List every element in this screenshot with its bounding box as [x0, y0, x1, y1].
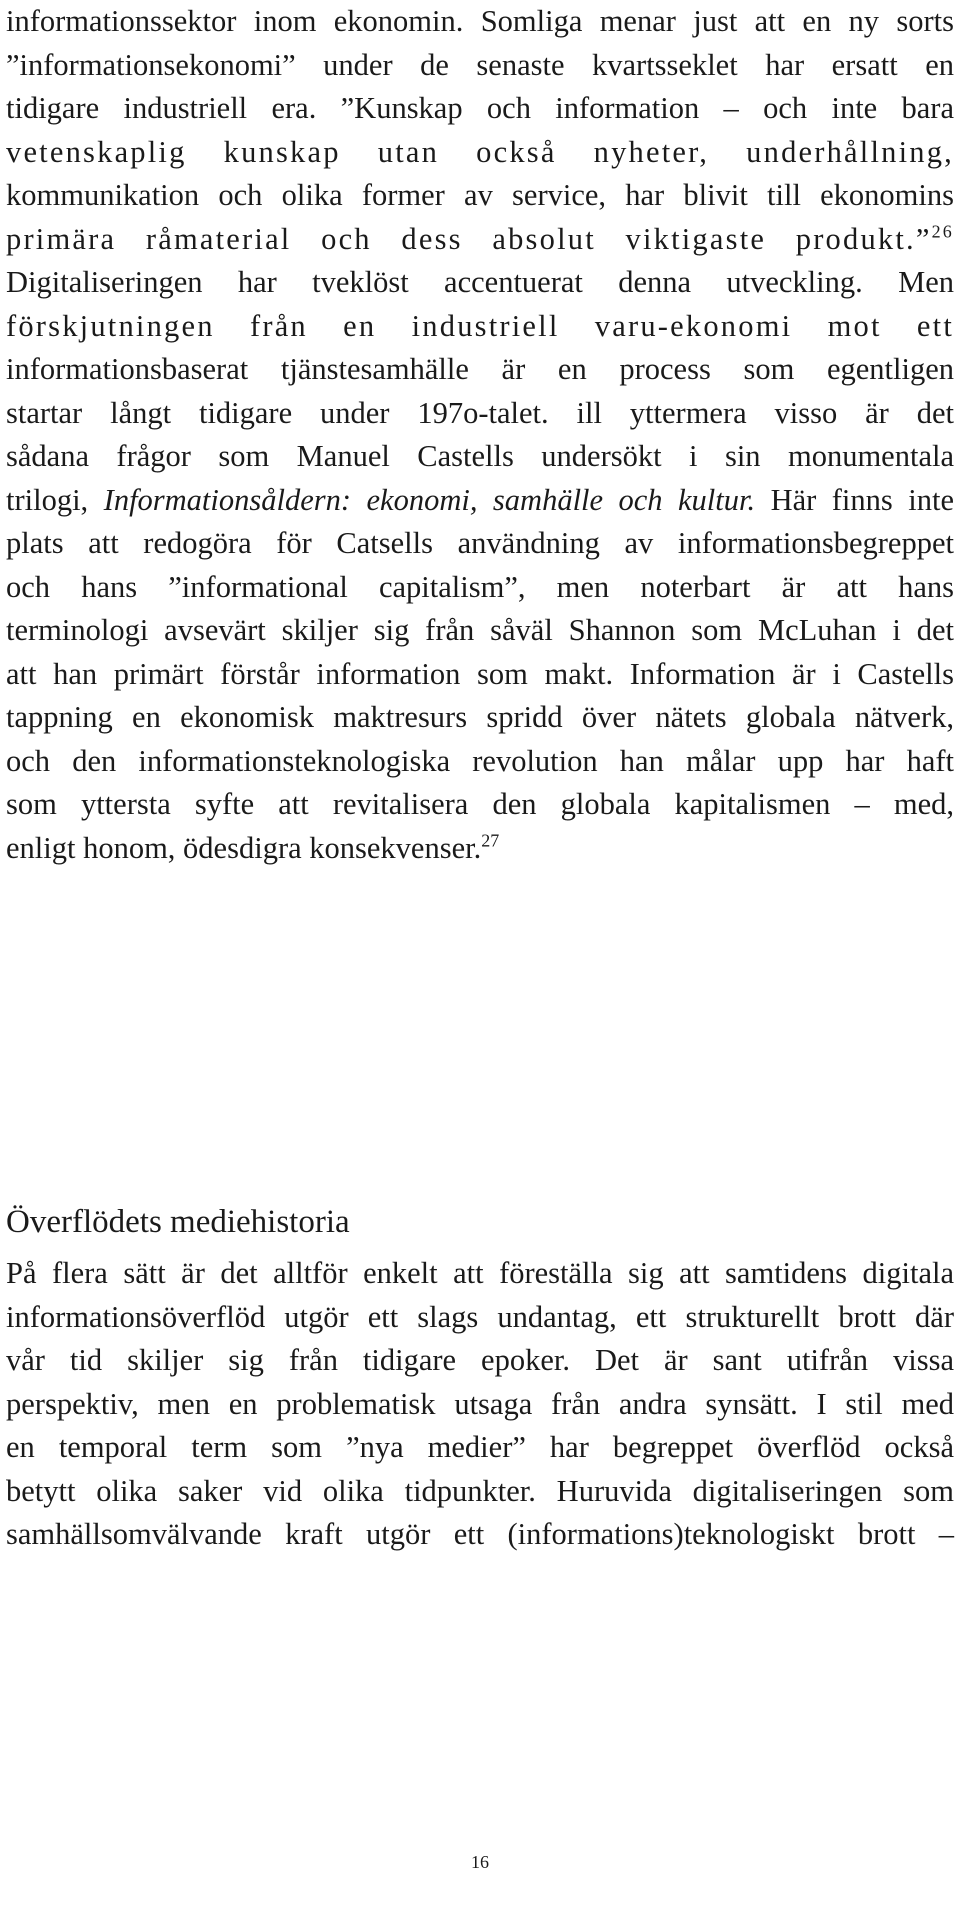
text-line: och hans ”informational capitalism”, men noterbart är att hans — [6, 569, 954, 604]
text-line: en temporal term som ”nya medier” har begreppet överflöd också — [6, 1430, 954, 1464]
section-heading: Överflödets mediehistoria — [6, 1204, 350, 1240]
text-line: trilogi, — [6, 482, 104, 517]
text-line: som yttersta syfte att revitalisera den globala kapitalismen – med, — [6, 787, 954, 821]
text-line: betytt olika saker vid olika tidpunkter. Huruvida digitaliseringen som — [6, 1473, 954, 1508]
text-line: Här finns inte — [755, 482, 954, 517]
page-number: 16 — [471, 1852, 489, 1872]
text-line: plats att redogöra för Catsells användning av informationsbegreppet — [6, 526, 954, 560]
footnote-marker-27[interactable]: 27 — [481, 829, 500, 850]
text-line: vetenskaplig kunskap utan också nyheter, underhållning, — [6, 134, 954, 169]
text-line: perspektiv, men en problematisk utsaga från andra synsätt. I stil med — [6, 1386, 954, 1421]
text-line: kommunikation och olika former av service, har blivit till ekonomins — [6, 178, 954, 212]
text-line: tidigare industriell era. ”Kunskap och information – och inte bara — [6, 91, 954, 125]
text-line: samhällsomvälvande kraft utgör ett (informations)teknologiskt brott – — [6, 1517, 954, 1551]
text-line: Digitaliseringen har tveklöst accentuerat denna utveckling. Men — [6, 265, 954, 299]
text-line: informationssektor inom ekonomin. Somliga menar just att en ny sorts — [6, 4, 954, 38]
book-title: Informationsåldern: ekonomi, samhälle och kultur. — [103, 482, 756, 517]
text-line: ”informationsekonomi” under de senaste kvartsseklet har ersatt en — [6, 47, 954, 82]
text-line-with-footnote — [6, 827, 954, 871]
text-line-with-footnote — [6, 218, 954, 262]
text-line-with-title — [6, 479, 954, 523]
text-line: vår tid skiljer sig från tidigare epoker. Det är sant utifrån vissa — [6, 1343, 954, 1377]
text-line: På flera sätt är det alltför enkelt att föreställa sig att samtidens digitala — [6, 1256, 954, 1290]
text-line: och den informationsteknologiska revolution han målar upp har haft — [6, 743, 954, 778]
text-line: terminologi avsevärt skiljer sig från såväl Shannon som McLuhan i det — [6, 613, 954, 647]
text-line: enligt honom, ödesdigra konsekvenser. — [6, 830, 482, 865]
text-line: informationsöverflöd utgör ett slags undantag, ett strukturellt brott där — [6, 1299, 954, 1334]
footnote-marker-26[interactable]: 26 — [931, 220, 954, 241]
text-line: primära råmaterial och dess absolut viktigaste produkt.” — [6, 221, 932, 256]
text-line: sådana frågor som Manuel Castells undersökt i sin monumentala — [6, 439, 954, 473]
body-paragraph-2 — [6, 1252, 954, 1557]
text-line: att han primärt förstår information som makt. Information är i Castells — [6, 656, 954, 691]
text-line: tappning en ekonomisk maktresurs spridd över nätets globala nätverk, — [6, 700, 954, 734]
text-line: informationsbaserat tjänstesamhälle är en process som egentligen — [6, 352, 954, 386]
text-line: startar långt tidigare under 197o-talet. ill yttermera visso är det — [6, 395, 954, 430]
body-paragraph-1 — [6, 0, 954, 870]
text-line: förskjutningen från en industriell varu-ekonomi mot ett — [6, 308, 954, 343]
